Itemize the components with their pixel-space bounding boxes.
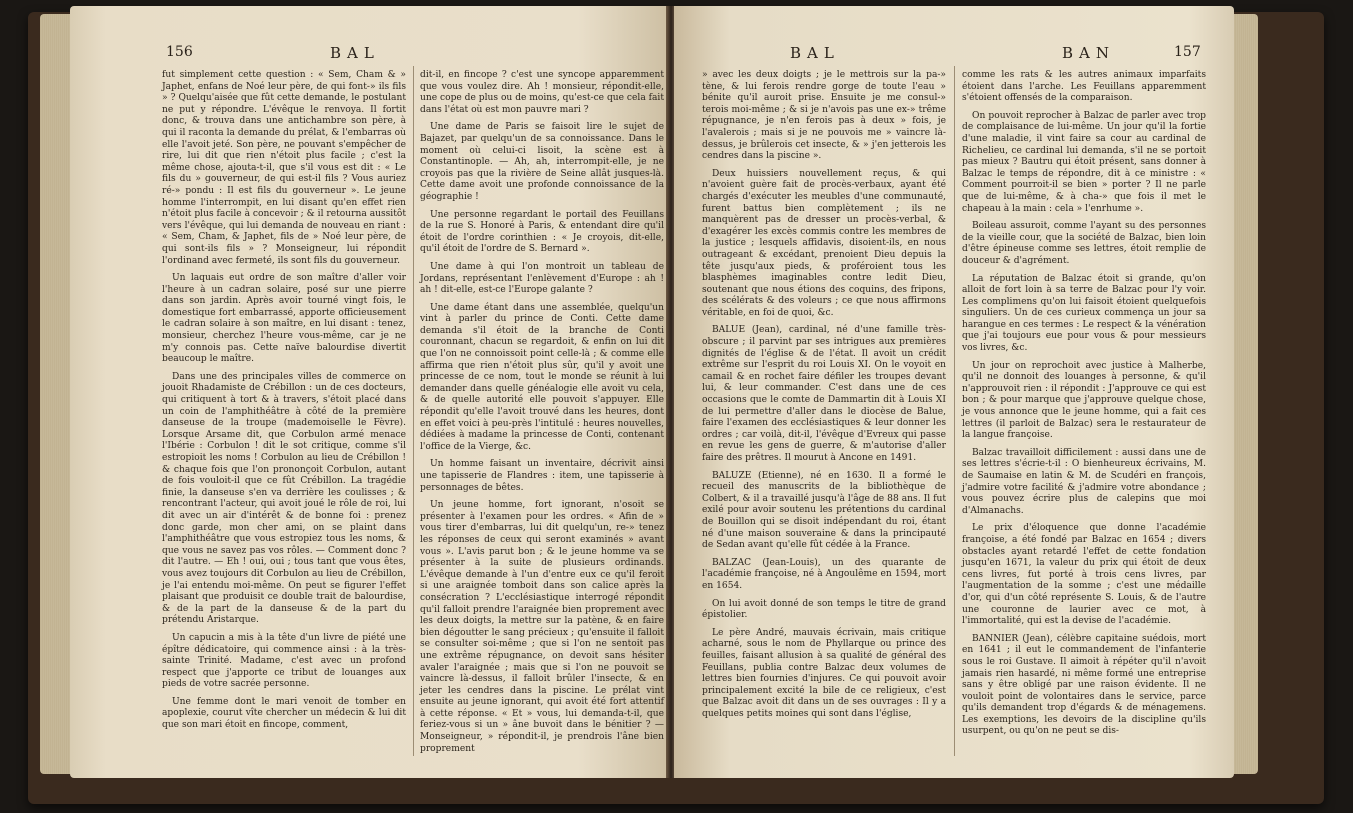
- paragraph: Boileau assuroit, comme l'ayant su des personnes de la vieille cour, que la société de Balzac, bien loin d'être épineuse comme ses lettres, étoit remplie de douceur & d'agrément.: [962, 221, 1206, 266]
- page-edges-left: [40, 14, 70, 774]
- paragraph: Le prix d'éloquence que donne l'académie françoise, a été fondé par Balzac en 1654 ; divers obstacles ayant retardé l'effet de cette fondation jusqu'en 1671, la valeur du prix qui étoit de deux cens livres, fut porté à trois cens livres, par l'augmentation de la somme ; c'est une médaille d'or, qui d'un côté représente S. Louis, & de l'autre une couronne de laurier avec ce mot, à l'immortalité, qui est la devise de l'académie.: [962, 523, 1206, 627]
- paragraph: Un laquais eut ordre de son maître d'aller voir l'heure à un cadran solaire, posé sur une pierre dans son jardin. Après avoir tourné vingt fois, le domestique fort embarrassé, apporte officieusement le cadran solaire à son maître, en lui disant : tenez, monsieur, cherchez l'heure vous-même, car je ne m'y connois pas. Cette naïve balourdise divertit beaucoup le maître.: [162, 273, 406, 365]
- left-column-1: [162, 70, 406, 738]
- paragraph: Une dame étant dans une assemblée, quelqu'un vint à parler du prince de Conti. Cette dame demanda s'il étoit de la branche de Conti couronnant, chacun se regardoit, & enfin on lui dit que l'on ne connoissoit point celle-là ; & comme elle affirma que rien n'étoit plus sûr, qu'il y avoit une princesse de ce nom, tout le monde se réunit à lui demander dans quelle généalogie elle avoit vu cela, & de quelle autorité elle pouvoit s'appuyer. Elle répondit qu'elle l'avoit trouvé dans les heures, dont en effet voici à peu-près l'intitulé : heures nouvelles, dédiées à madame la princesse de Conti, contenant l'office de la Vierge, &c.: [420, 302, 664, 452]
- column-divider: [954, 66, 955, 756]
- right-column-1: [702, 70, 946, 726]
- paragraph: Un jeune homme, fort ignorant, n'osoit se présenter à l'examen pour les ordres. « Afin de » vous tirer d'embarras, lui dit quelqu'un, re-» tenez les réponses de ceux qui seront examinés » avant vous ». L'avis parut bon ; & le jeune homme va se présenter à la suite de plusieurs ordinands. L'évêque demande à l'un d'entre eux ce qu'il feroit si une araignée tomboit dans son calice après la consécration ? L'ecclésiastique interrogé répondit qu'il falloit prendre l'araignée bien proprement avec les deux doigts, la mettre sur la patène, & en faire bien dégoutter le sang précieux ; qu'ensuite il falloit se consulter soi-même ; que si l'on ne sentoit pas une extrême répugnance, on devoit sans hésiter avaler l'araignée ; mais que si l'on ne pouvoit se vaincre là-dessus, il falloit brûler l'insecte, & en jeter les cendres dans la piscine. Le prélat vint ensuite au jeune ignorant, qui avoit été fort attentif à cette réponse. « Et » vous, lui demanda-t-il, que feriez-vous si un » âne buvoit dans le bénitier ? — Monseigneur, » répondit-il, je prendrois l'âne bien proprement: [420, 500, 664, 754]
- column-divider: [413, 66, 414, 756]
- paragraph: Un capucin a mis à la tête d'un livre de piété une épître dédicatoire, qui commence ainsi : à la très-sainte Trinité. Madame, c'est avec un profond respect que j'apporte ce tribut de louanges aux pieds de votre sacrée personne.: [162, 632, 406, 690]
- right-page: [674, 6, 1234, 778]
- paragraph: dit-il, en fincope ? c'est une syncope apparemment que vous voulez dire. Ah ! monsieur, répondit-elle, une cope de plus ou de moins, qu'est-ce que cela fait dans l'état où est mon pauvre mari ?: [420, 70, 664, 115]
- paragraph: On pouvoit reprocher à Balzac de parler avec trop de complaisance de lui-même. Un jour qu'il la fortie d'une maladie, il vint faire sa cour au cardinal de Richelieu, ce cardinal lui demanda, s'il ne se portoit pas mieux ? Bautru qui étoit présent, sans donner à Balzac le temps de répondre, dit à ce ministre : « Comment pourroit-il se bien » porter ? Il ne parle que de lui-même, & à cha-» que fois il met le chapeau à la main : cela » l'enrhume ».: [962, 110, 1206, 214]
- left-page-number: 156: [166, 44, 193, 60]
- paragraph: fut simplement cette question : « Sem, Cham & » Japhet, enfans de Noé leur père, de qui font-» ils fils » ? Quelqu'aisée que fût cette demande, le postulant ne put y répondre. L'évêque le renvoya. Il fortit donc, & trouva dans une antichambre son père, à qui il raconta la demande du prélat, & l'embarras où elle l'avoit jeté. Son père, ne pouvant s'empêcher de rire, lui dit que rien n'étoit plus facile ; c'est la même chose, ajouta-t-il, que s'il vous est dit : « Le fils du » gouverneur, de qui est-il fils ? Vous auriez ré-» pondu : Il est fils du gouverneur ». Le jeune homme l'interrompit, en lui disant qu'en effet rien n'étoit plus facile à concevoir ; & il retourna aussitôt vers l'évêque, qui lui demanda de nouveau en riant : « Sem, Cham, & Japhet, fils de » Noé leur père, de qui sont-ils fils » ? Monseigneur, lui répondit l'ordinand avec fermeté, ils sont fils du gouverneur.: [162, 70, 406, 266]
- entry-balue: BALUE (Jean), cardinal, né d'une famille très-obscure ; il parvint par ses intrigues aux premières dignités de l'église & de l'état. Il avoit un crédit extrême sur l'esprit du roi Louis XI. On le voyoit en camail & en rochet faire défiler les troupes devant lui, & leur commander. C'est dans une de ces occasions que le comte de Dammartin dit à Louis XI de lui permettre d'aller dans le diocèse de Balue, faire l'examen des ecclésiastiques & leur donner les ordres ; car voilà, dit-il, l'évêque d'Evreux qui passe en revue les gens de guerre, & m'autorise d'aller faire des prêtres. Il mourut à Ancone en 1491.: [702, 325, 946, 463]
- paragraph: » avec les deux doigts ; je le mettrois sur la pa-» tène, & lui ferois rendre gorge de toute l'eau » bénite qu'il auroit prise. Ensuite je me consul-» terois moi-même ; & si je n'avois pas une ex-» trême répugnance, je n'en ferois pas à deux » fois, je l'avalerois ; mais si je ne pouvois me » vaincre là-dessus, je brûlerois cet insecte, & » j'en jetterois les cendres dans la piscine ».: [702, 70, 946, 162]
- paragraph: Une dame de Paris se faisoit lire le sujet de Bajazet, par quelqu'un de sa connoissance. Dans le moment où celui-ci lisoit, la scène est à Constantinople. — Ah, ah, interrompit-elle, je ne croyois pas que la rivière de Seine allât jusques-là. Cette dame avoit une profonde connoissance de la géographie !: [420, 122, 664, 202]
- right-column-2: [962, 70, 1206, 744]
- paragraph: Balzac travailloit difficilement : aussi dans une de ses lettres s'écrie-t-il : O bienheureux écrivains, M. de Saumaise en latin & M. de Scudéri en françois, j'admire votre facilité & j'admire votre abondance ; vous pouvez écrire plus de calepins que moi d'Almanachs.: [962, 447, 1206, 516]
- paragraph: Un homme faisant un inventaire, décrivit ainsi une tapisserie de Flandres : item, une tapisserie à personnages de bêtes.: [420, 459, 664, 493]
- left-running-head: BAL: [330, 44, 380, 62]
- paragraph: Une dame à qui l'on montroit un tableau de Jordans, représentant l'enlèvement d'Europe : ah ! ah ! dit-elle, est-ce l'Europe galante ?: [420, 261, 664, 296]
- entry-bannier: BANNIER (Jean), célèbre capitaine suédois, mort en 1641 ; il eut le commandement de l'infanterie sous le roi Gustave. Il aimoit à répéter qu'il n'avoit jamais rien hasardé, ni même formé une entreprise sans y être obligé par une raison évidente. Il ne vouloit point de volontaires dans le service, parce qu'ils demandent trop d'égards & de ménagemens. Les exemptions, les devoirs de la discipline qu'ils usurpent, ou qu'on ne peut se dis-: [962, 633, 1206, 737]
- paragraph: La réputation de Balzac étoit si grande, qu'on alloit de fort loin à sa terre de Balzac pour l'y voir. Les complimens qu'on lui faisoit étoient quelquefois singuliers. Un de ces curieux commença un jour sa harangue en ces termes : Le respect & la vénération que j'ai toujours eue pour vous & pour messieurs vos livres, &c.: [962, 273, 1206, 354]
- paragraph: Le père André, mauvais écrivain, mais critique acharné, sous le nom de Phyllarque ou prince des feuilles, faisant allusion à sa qualité de général des Feuillans, publia contre Balzac deux volumes de lettres bien fournies d'injures. Ce qui pouvoit avoir principalement excité la bile de ce religieux, c'est que Balzac avoit dit dans un de ses ouvrages : Il y a quelques petits moines qui sont dans l'église,: [702, 627, 946, 719]
- entry-balzac: BALZAC (Jean-Louis), un des quarante de l'académie françoise, né à Angoulême en 1594, mort en 1654.: [702, 557, 946, 591]
- paragraph: comme les rats & les autres animaux imparfaits étoient dans l'arche. Les Feuillans apparemment s'étoient offensés de la comparaison.: [962, 70, 1206, 104]
- paragraph: Dans une des principales villes de commerce on jouoit Rhadamiste de Crébillon : un de ces docteurs, qui critiquent à tort & à travers, s'étoit placé dans un coin de l'amphithéâtre à côté de la première danseuse de la troupe (mademoiselle le Fèvre). Lorsque Arsame dit, que Corbulon armé menace l'Ibérie : Corbulon ! dit le sot critique, comme s'il estropioit les noms ! Corbulon au lieu de Crébillon ! & chaque fois que l'on prononçoit Corbulon, autant de fois vouloit-il que ce fût Crébillon. La tragédie finie, la danseuse s'en va derrière les coulisses ; & rencontrant l'acteur, qui avoit joué le rôle de roi, lui dit avec un air d'intérêt & de bonne foi : prenez donc garde, mon cher ami, on se plaint dans l'amphithéâtre que vous estropiez tous les noms, & que vous ne savez pas vos rôles. — Comment donc ? dit l'autre. — Eh ! oui, oui ; tous tant que vous êtes, vous avez toujours dit Corbulon au lieu de Crébillon, je l'ai entendu moi-même. On peut se figurer l'effet plaisant que produisit ce double trait de balourdise, & de la part de la danseuse & de la part du prétendu Aristarque.: [162, 371, 406, 626]
- entry-baluze: BALUZE (Etienne), né en 1630. Il a formé le recueil des manuscrits de la bibliothèque de Colbert, & il a travaillé jusqu'à l'âge de 88 ans. Il fut exilé pour avoir soutenu les prétentions du cardinal de Bouillon qui se disoit indépendant du roi, étant né d'une maison souveraine & dans la principauté de Sedan avant qu'elle fût cédée à la France.: [702, 470, 946, 551]
- paragraph: Un jour on reprochoit avec justice à Malherbe, qu'il ne donnoit des louanges à personne, & qu'il n'approuvoit rien : il répondit : J'approuve ce qui est bon ; & pour marque que j'approuve quelque chose, je vous annonce que le jeune homme, qui a fait ces lettres (il parloit de Balzac) sera le restaurateur de la langue françoise.: [962, 360, 1206, 441]
- paragraph: Une femme dont le mari venoit de tomber en apoplexie, courut vîte chercher un médecin & lui dit que son mari étoit en fincope, comment,: [162, 696, 406, 731]
- paragraph: Une personne regardant le portail des Feuillans de la rue S. Honoré à Paris, & entendant dire qu'il étoit de l'ordre corinthien : « Je croyois, dit-elle, qu'il étoit de l'ordre de S. Bernard ».: [420, 209, 664, 255]
- left-column-2: [420, 70, 664, 761]
- paragraph: Deux huissiers nouvellement reçus, & qui n'avoient guère fait de procès-verbaux, ayant été chargés d'exécuter les meubles d'une communauté, furent battus bien complètement ; ils ne manquèrent pas de dresser un procès-verbal, & d'exagérer les excès commis contre les membres de la justice ; lesquels affidavis, disoient-ils, en nous outrageant & excédant, prenoient Dieu depuis la tête jusqu'aux pieds, & proféroient tous les blasphèmes imaginables contre ledit Dieu, soutenant que nous étions des coquins, des fripons, des scélérats & des voleurs ; ce que nous affirmons véritable, en foi de quoi, &c.: [702, 168, 946, 318]
- left-page: [70, 6, 668, 778]
- right-running-head-right: BAN: [1062, 44, 1115, 62]
- right-page-number: 157: [1174, 44, 1201, 60]
- page-edges-right: [1234, 14, 1258, 774]
- paragraph: On lui avoit donné de son temps le titre de grand épistolier.: [702, 598, 946, 621]
- right-running-head-left: BAL: [790, 44, 840, 62]
